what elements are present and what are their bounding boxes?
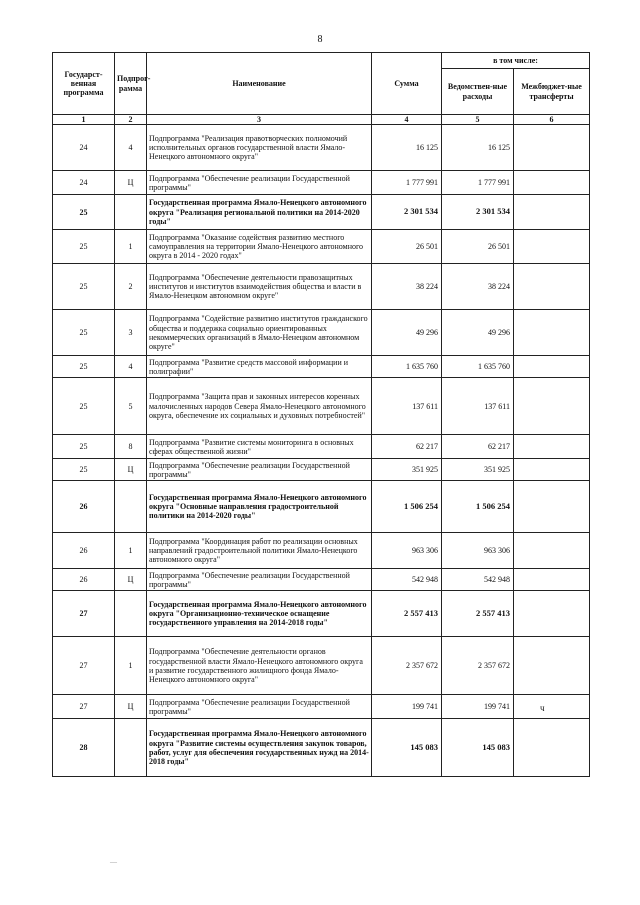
departmental-cell: 62 217 <box>442 435 514 459</box>
departmental-cell: 16 125 <box>442 125 514 171</box>
departmental-cell: 199 741 <box>442 695 514 719</box>
subprogram-row <box>53 637 590 695</box>
name-cell: Подпрограмма "Обеспечение деятельности органов государственной власти Ямало-Ненецкого автономного округа и развитие государственного жилищного фонда Ямало-Ненецкого автономного округа" <box>147 637 372 695</box>
subprogram-cell: 1 <box>115 637 147 695</box>
name-cell: Подпрограмма "Реализация правотворческих полномочий исполнительных органов государственной власти Ямало-Ненецкого автономного округа" <box>147 125 372 171</box>
name-cell: Подпрограмма "Развитие системы мониторинга в основных сферах общественной жизни" <box>147 435 372 459</box>
sum-cell: 16 125 <box>372 125 442 171</box>
program-row <box>53 719 590 777</box>
sum-cell: 963 306 <box>372 533 442 569</box>
subprogram-row <box>53 264 590 310</box>
subprogram-cell: Ц <box>115 569 147 591</box>
subprogram-row <box>53 125 590 171</box>
subprogram-cell: 8 <box>115 435 147 459</box>
departmental-cell: 49 296 <box>442 310 514 356</box>
program-row <box>53 195 590 230</box>
program-cell: 24 <box>53 125 115 171</box>
subprogram-cell: 4 <box>115 356 147 378</box>
subprogram-cell: 5 <box>115 378 147 435</box>
transfer-cell <box>514 310 590 356</box>
program-cell: 27 <box>53 591 115 637</box>
subprogram-cell <box>115 481 147 533</box>
sum-cell: 2 557 413 <box>372 591 442 637</box>
departmental-cell: 26 501 <box>442 230 514 264</box>
program-cell: 26 <box>53 533 115 569</box>
program-cell: 25 <box>53 356 115 378</box>
name-cell: Подпрограмма "Содействие развитию институтов гражданского общества и поддержка социально ориентированных некоммерческих организаций в Ямало-Ненецком автономном округе" <box>147 310 372 356</box>
transfer-cell <box>514 195 590 230</box>
column-number: 6 <box>514 115 590 125</box>
departmental-cell: 2 357 672 <box>442 637 514 695</box>
subprogram-row <box>53 230 590 264</box>
subprogram-row <box>53 310 590 356</box>
program-cell: 28 <box>53 719 115 777</box>
program-cell: 25 <box>53 378 115 435</box>
subprogram-row <box>53 695 590 719</box>
transfer-cell <box>514 230 590 264</box>
transfer-cell <box>514 356 590 378</box>
subprogram-cell: Ц <box>115 171 147 195</box>
sum-cell: 1 777 991 <box>372 171 442 195</box>
program-cell: 25 <box>53 195 115 230</box>
name-cell: Подпрограмма "Обеспечение реализации Государственной программы" <box>147 569 372 591</box>
subprogram-cell: 1 <box>115 533 147 569</box>
header-transfers: Межбюджет-ные трансферты <box>514 69 590 115</box>
transfer-cell <box>514 533 590 569</box>
subprogram-cell: 1 <box>115 230 147 264</box>
departmental-cell: 1 777 991 <box>442 171 514 195</box>
sum-cell: 49 296 <box>372 310 442 356</box>
departmental-cell: 1 506 254 <box>442 481 514 533</box>
sum-cell: 38 224 <box>372 264 442 310</box>
column-number: 1 <box>53 115 115 125</box>
subprogram-cell: 3 <box>115 310 147 356</box>
departmental-cell: 145 083 <box>442 719 514 777</box>
subprogram-row <box>53 356 590 378</box>
departmental-cell: 137 611 <box>442 378 514 435</box>
column-number: 2 <box>115 115 147 125</box>
header-including: в том числе: <box>442 53 590 69</box>
name-cell: Подпрограмма "Обеспечение деятельности правозащитных институтов и институтов взаимодействия общества и власти в Ямало-Ненецком автономном округе" <box>147 264 372 310</box>
program-cell: 27 <box>53 637 115 695</box>
column-number: 5 <box>442 115 514 125</box>
header-name: Наименование <box>147 53 372 115</box>
departmental-cell: 963 306 <box>442 533 514 569</box>
subprogram-row <box>53 378 590 435</box>
name-cell: Подпрограмма "Оказание содействия развитию местного самоуправления на территории Ямало-Ненецкого автономного округа в 2014 - 2020 годах" <box>147 230 372 264</box>
program-cell: 25 <box>53 310 115 356</box>
subprogram-row <box>53 569 590 591</box>
name-cell: Государственная программа Ямало-Ненецкого автономного округа "Организационно-техническое оснащение государственного управления на 2014-2018 годы" <box>147 591 372 637</box>
departmental-cell: 38 224 <box>442 264 514 310</box>
name-cell: Государственная программа Ямало-Ненецкого автономного округа "Реализация региональной политики на 2014-2020 годы" <box>147 195 372 230</box>
subprogram-cell <box>115 719 147 777</box>
departmental-cell: 2 557 413 <box>442 591 514 637</box>
sum-cell: 137 611 <box>372 378 442 435</box>
subprogram-row <box>53 171 590 195</box>
transfer-cell <box>514 591 590 637</box>
subprogram-row <box>53 533 590 569</box>
subprogram-row <box>53 459 590 481</box>
sum-cell: 351 925 <box>372 459 442 481</box>
subprogram-cell: 2 <box>115 264 147 310</box>
sum-cell: 26 501 <box>372 230 442 264</box>
departmental-cell: 542 948 <box>442 569 514 591</box>
stray-mark: ч <box>540 703 545 713</box>
sum-cell: 62 217 <box>372 435 442 459</box>
transfer-cell <box>514 719 590 777</box>
program-cell: 25 <box>53 230 115 264</box>
name-cell: Подпрограмма "Обеспечение реализации Государственной программы" <box>147 459 372 481</box>
transfer-cell <box>514 378 590 435</box>
program-row <box>53 591 590 637</box>
program-row <box>53 481 590 533</box>
header-departmental: Ведомствен-ные расходы <box>442 69 514 115</box>
name-cell: Подпрограмма "Обеспечение реализации Государственной программы" <box>147 695 372 719</box>
transfer-cell <box>514 637 590 695</box>
sum-cell: 2 357 672 <box>372 637 442 695</box>
header-sum: Сумма <box>372 53 442 115</box>
column-number: 4 <box>372 115 442 125</box>
page-number: 8 <box>317 34 323 45</box>
sum-cell: 2 301 534 <box>372 195 442 230</box>
transfer-cell <box>514 435 590 459</box>
program-cell: 25 <box>53 459 115 481</box>
program-cell: 26 <box>53 569 115 591</box>
column-number: 3 <box>147 115 372 125</box>
program-cell: 24 <box>53 171 115 195</box>
name-cell: Подпрограмма "Развитие средств массовой информации и полиграфии" <box>147 356 372 378</box>
transfer-cell <box>514 695 590 719</box>
subprogram-cell <box>115 591 147 637</box>
sum-cell: 199 741 <box>372 695 442 719</box>
name-cell: Подпрограмма "Координация работ по реализации основных направлений градостроительной политики Ямало-Ненецкого автономного округа" <box>147 533 372 569</box>
transfer-cell <box>514 125 590 171</box>
name-cell: Государственная программа Ямало-Ненецкого автономного округа "Развитие системы осуществления закупок товаров, работ, услуг для обеспечения государственных нужд на 2014-2018 годы" <box>147 719 372 777</box>
departmental-cell: 2 301 534 <box>442 195 514 230</box>
transfer-cell <box>514 481 590 533</box>
name-cell: Государственная программа Ямало-Ненецкого автономного округа "Основные направления градостроительной политики на 2014-2020 годы" <box>147 481 372 533</box>
program-cell: 25 <box>53 435 115 459</box>
program-cell: 25 <box>53 264 115 310</box>
subprogram-cell: Ц <box>115 459 147 481</box>
sum-cell: 542 948 <box>372 569 442 591</box>
name-cell: Подпрограмма "Обеспечение реализации Государственной программы" <box>147 171 372 195</box>
departmental-cell: 1 635 760 <box>442 356 514 378</box>
header-program: Государст-венная программа <box>53 53 115 115</box>
budget-table <box>52 52 590 777</box>
transfer-cell <box>514 171 590 195</box>
subprogram-cell <box>115 195 147 230</box>
subprogram-cell: 4 <box>115 125 147 171</box>
transfer-cell <box>514 459 590 481</box>
transfer-cell <box>514 264 590 310</box>
departmental-cell: 351 925 <box>442 459 514 481</box>
subprogram-row <box>53 435 590 459</box>
subprogram-cell: Ц <box>115 695 147 719</box>
name-cell: Подпрограмма "Защита прав и законных интересов коренных малочисленных народов Севера Ямало-Ненецкого автономного округа, обеспечение их социальных и духовных потребностей" <box>147 378 372 435</box>
program-cell: 26 <box>53 481 115 533</box>
transfer-cell <box>514 569 590 591</box>
sum-cell: 145 083 <box>372 719 442 777</box>
sum-cell: 1 635 760 <box>372 356 442 378</box>
column-numbers-row <box>53 115 590 125</box>
header-subprogram: Подпрог-рамма <box>115 53 147 115</box>
sum-cell: 1 506 254 <box>372 481 442 533</box>
program-cell: 27 <box>53 695 115 719</box>
stray-dash: — <box>110 858 117 866</box>
